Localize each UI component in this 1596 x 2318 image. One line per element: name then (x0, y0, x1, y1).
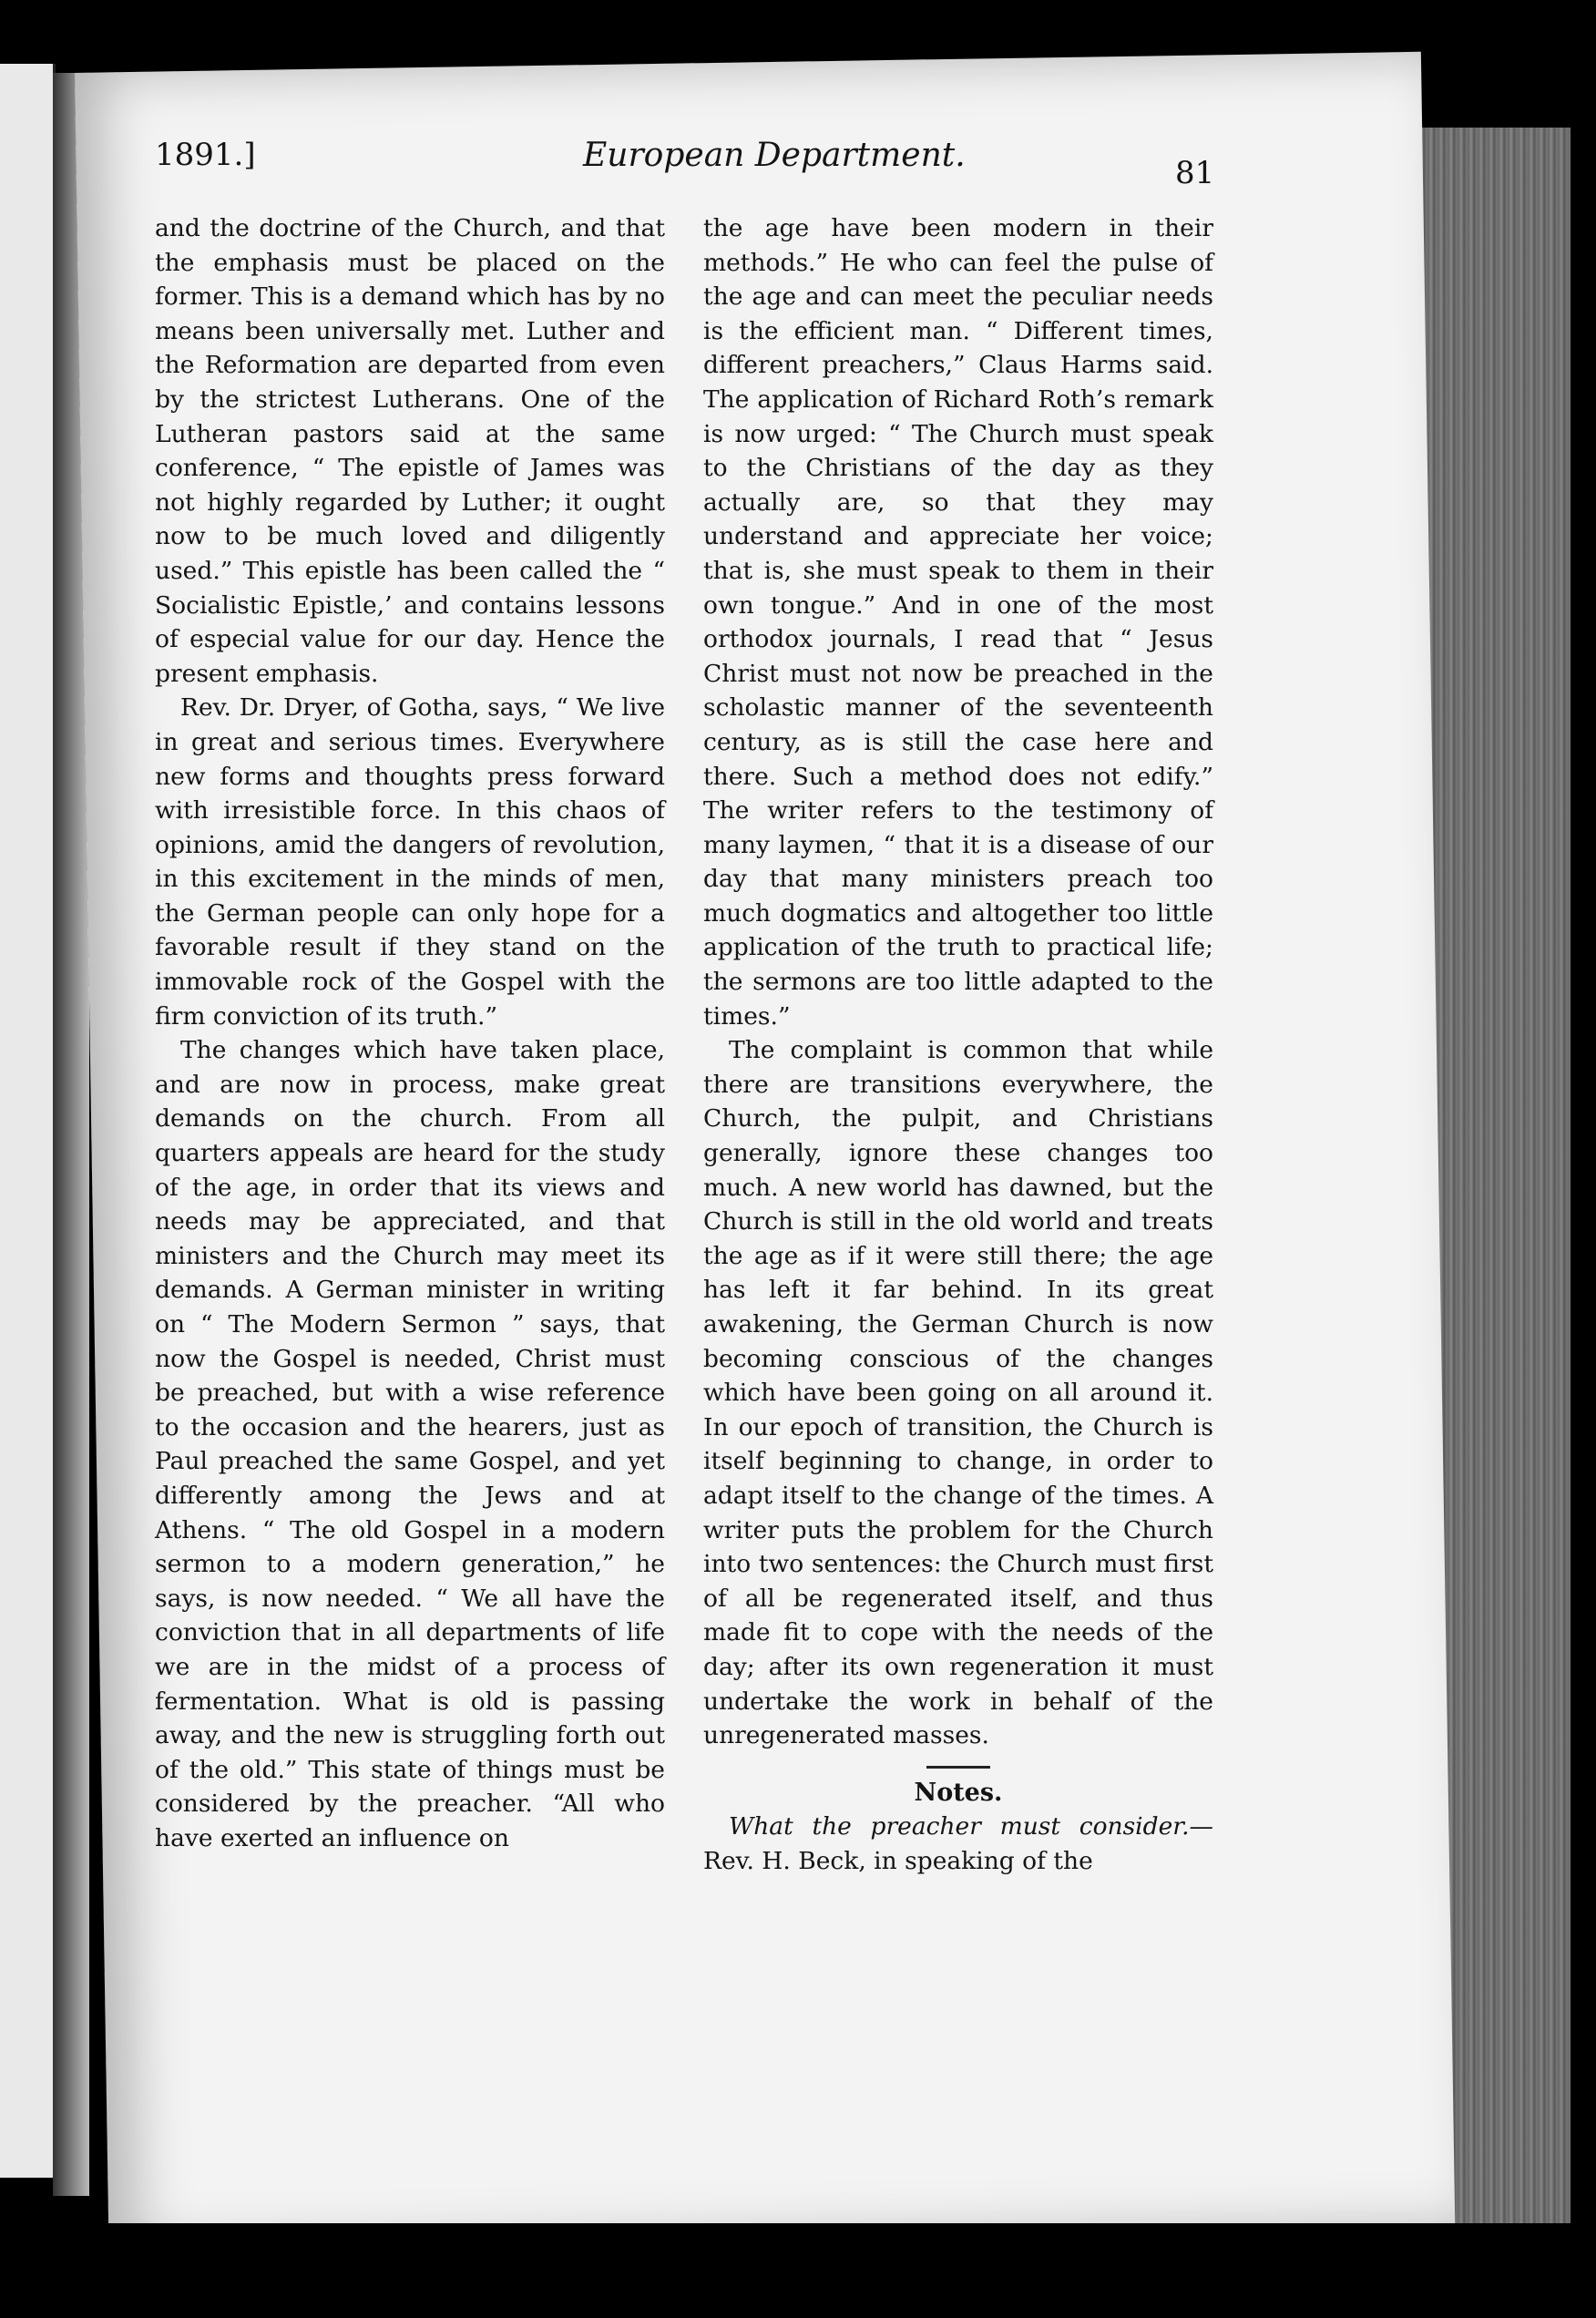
header-title: European Department. (583, 137, 966, 174)
notes-text: Rev. H. Beck, in speaking of the (703, 1846, 1093, 1875)
paragraph: The changes which have taken place, and are now in process, make great demands on the church. From all quarters appeals are heard for the study of the age, in order that its views and needs may be appreciated, and that ministers and the Church may meet its demands. A German minister in writing on “ The Modern Sermon ” says, that now the Gospel is needed, Christ must be preached, but with a wise reference to the occasion and the hearers, just as Paul preached the same Gospel, and yet differently among the Jews and at Athens. “ The old Gospel in a modern sermon to a modern generation,” he says, is now needed. “ We all have the conviction that in all departments of life we are in the midst of a process of fermentation. What is old is passing away, and the new is struggling forth out of the old.” This state of things must be considered by the preacher. “All who have exerted an influence on (155, 1036, 665, 1852)
facing-page-edge (0, 64, 56, 2178)
page-number: 81 (1175, 155, 1215, 191)
left-column (155, 211, 665, 1856)
paragraph: Rev. Dr. Dryer, of Gotha, says, “ We live in great and serious times. Everywhere new forms and thoughts press forward with irresistible force. In this chaos of opinions, amid the dangers of revolution, in this excitement in the minds of men, the German people can only hope for a favorable result if they stand on the immovable rock of the Gospel with the firm conviction of its truth.” (155, 693, 665, 1031)
paragraph: and the doctrine of the Church, and that the emphasis must be placed on the former. This is a demand which has by no means been universally met. Luther and the Reformation are departed from even by the strictest Lutherans. One of the Lutheran pastors said at the same conference, “ The epistle of James was not highly regarded by Luther; it ought now to be much loved and diligently used.” This epistle has been called the “ Socialistic Epistle,’ and contains lessons of especial value for our day. Hence the present emphasis. (155, 214, 665, 688)
header-year: 1891.] (155, 137, 256, 173)
notes-paragraph (703, 1810, 1213, 1878)
notes-heading: Notes. (914, 1778, 1003, 1807)
scan-border (0, 2223, 1596, 2318)
notes-lead: What the preacher must consider.— (729, 1812, 1213, 1841)
paragraph: the age have been modern in their methods.” He who can feel the pulse of the age and can meet the peculiar needs is the efficient man. “ Different times, different preachers,” Claus Harms said. The application of Richard Roth’s remark is now urged: “ The Church must speak to the Christians of the day as they actually are, so that they may understand and appreciate her voice; that is, she must speak to them in their own tongue.” And in one of the most orthodox journals, I read that “ Jesus Christ must not now be preached in the scholastic manner of the seventeenth century, as is still the case here and there. Such a method does not edify.” The writer refers to the testimony of many laymen, “ that it is a disease of our day that many ministers preach too much dogmatics and altogether too little application of the truth to practical life; the sermons are too little adapted to the times.” (703, 214, 1213, 1031)
section-rule (926, 1766, 990, 1769)
right-column (703, 211, 1213, 1879)
paragraph: The complaint is common that while there are transitions everywhere, the Church, the pulpit, and Christians generally, ignore these changes too much. A new world has dawned, but the Church is still in the old world and treats the age as if it were still there; the age has left it far behind. In its great awakening, the German Church is now becoming conscious of the changes which have been going on all around it. In our epoch of transition, the Church is itself beginning to change, in order to adapt itself to the change of the times. A writer puts the problem for the Church into two sentences: the Church must first of all be regenerated itself, and thus made fit to cope with the needs of the day; after its own regeneration it must undertake the work in behalf of the unregenerated masses. (703, 1036, 1213, 1750)
